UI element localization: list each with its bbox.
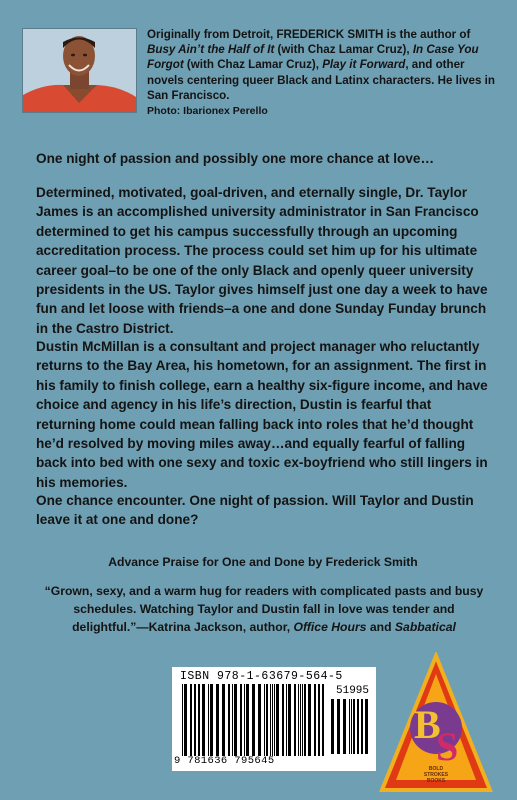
author-photo bbox=[22, 28, 137, 113]
barcode-icon bbox=[182, 684, 326, 756]
barcode-digits: 9 781636 795645 bbox=[174, 755, 275, 767]
book-title-in-case: In Case You Forgot bbox=[147, 43, 479, 72]
praise-quote bbox=[34, 583, 494, 636]
svg-text:S: S bbox=[436, 724, 459, 769]
svg-text:B: B bbox=[414, 702, 441, 747]
bio-text-2: (with Chaz Lamar Cruz), bbox=[274, 43, 413, 57]
price-barcode-icon bbox=[331, 699, 371, 754]
praise-book-sabbatical: Sabbatical bbox=[394, 619, 456, 634]
praise-book-office-hours: Office Hours bbox=[293, 619, 367, 634]
blurb-paragraph-taylor: Determined, motivated, goal-driven, and eternally single, Dr. Taylor James is an accomplished university administrator in San Francisco determined to get his campus successfully through an upcoming accreditation process. The process could set him up for his ultimate career goal–to be one of the only Black and openly queer university presidents in the US. Taylor gives himself just one day a week to have fun and let loose with friends–a one and done Sunday Funday brunch in the Castro District. bbox=[36, 185, 488, 336]
author-bio bbox=[147, 27, 499, 119]
photo-credit: Photo: Ibarionex Perello bbox=[147, 105, 268, 118]
book-title-busy: Busy Ain’t the Half of It bbox=[147, 43, 275, 57]
svg-text:BOOKS: BOOKS bbox=[426, 778, 446, 784]
isbn-text: ISBN 978-1-63679-564-5 bbox=[180, 670, 343, 683]
svg-text:STROKES: STROKES bbox=[423, 772, 449, 778]
price-code: 51995 bbox=[336, 685, 370, 697]
praise-and: and bbox=[366, 619, 395, 634]
tagline: One night of passion and possibly one more chance at love… bbox=[36, 151, 435, 166]
blurb-paragraph-dustin: Dustin McMillan is a consultant and project manager who reluctantly returns to the Bay Area, his hometown, for an assignment. The first in his family to finish college, earn a healthy six-figure income, and have choice and agency in his life’s direction, Dustin is fearful that returning home could mean falling back into roles that he’d thought he’d resolved by moving miles away…and equally fearful of falling back into bed with one sexy and toxic ex-boyfriend who still lingers in his memories. bbox=[36, 339, 488, 490]
bio-text-1: Originally from Detroit, FREDERICK SMITH is the author of bbox=[147, 28, 471, 41]
book-title-play-it: Play it Forward bbox=[322, 58, 406, 72]
svg-text:BOLD: BOLD bbox=[428, 766, 444, 772]
blurb-closing: One chance encounter. One night of passion. Will Taylor and Dustin leave it at one and done? bbox=[36, 493, 474, 528]
isbn-barcode bbox=[172, 667, 376, 771]
praise-heading: Advance Praise for One and Done by Frederick Smith bbox=[108, 555, 418, 569]
bio-text-3: (with Chaz Lamar Cruz), bbox=[183, 58, 323, 72]
publisher-logo bbox=[378, 652, 494, 794]
praise-quote-text: “Grown, sexy, and a warm hug for readers with complicated pasts and busy schedules. Watching Taylor and Dustin fall in love was tender and delightful.”—Katrina Jackson, author, bbox=[44, 584, 484, 634]
bio-text-4: , and other novels centering queer Black and Latinx characters. He lives in San Francisco. bbox=[147, 58, 495, 102]
